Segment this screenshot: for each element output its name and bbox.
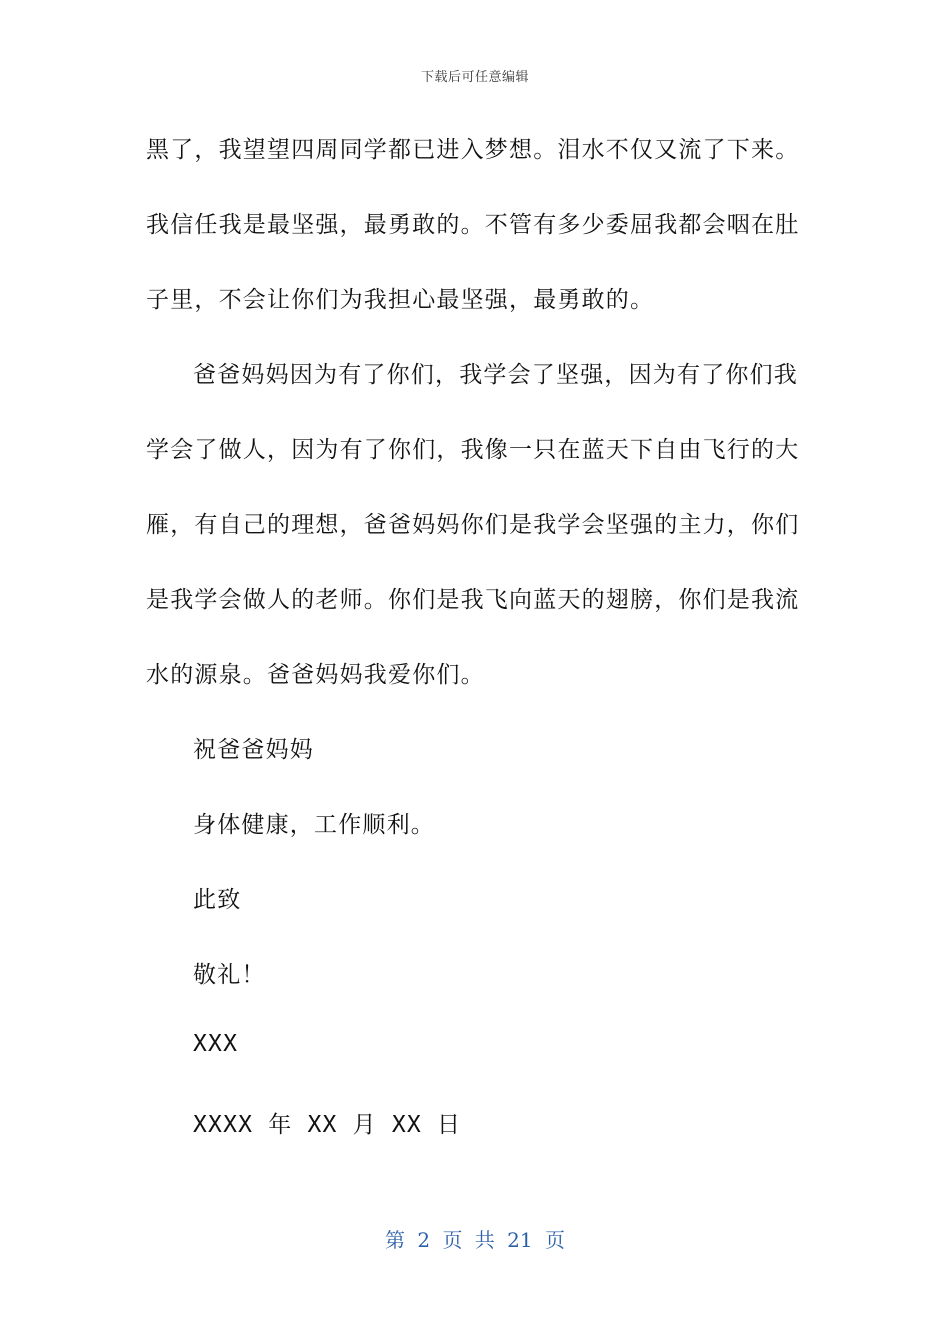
greeting-line: 祝爸爸妈妈 [193,737,314,763]
body-line: 是我学会做人的老师。你们是我飞向蓝天的翅膀，你们是我流 [146,587,800,613]
page-header: 下载后可任意编辑 [420,70,529,85]
body-line: 黑了，我望望四周同学都已进入梦想。泪水不仅又流了下来。 [146,137,800,163]
date-line: XXXX 年 XX 月 XX 日 [193,1112,462,1138]
body-line: 学会了做人，因为有了你们，我像一只在蓝天下自由飞行的大 [146,437,800,463]
body-line: 爸爸妈妈因为有了你们，我学会了坚强，因为有了你们我 [193,362,798,388]
signature-line: XXX [193,1031,239,1057]
body-line: 子里，不会让你们为我担心最坚强，最勇敢的。 [146,287,655,313]
closing-line: 敬礼！ [193,962,266,988]
body-line: 水的源泉。爸爸妈妈我爱你们。 [146,662,485,688]
body-line: 雁，有自己的理想，爸爸妈妈你们是我学会坚强的主力，你们 [146,512,800,538]
body-line: 我信任我是最坚强，最勇敢的。不管有多少委屈我都会咽在肚 [146,212,800,238]
closing-line: 此致 [193,887,242,913]
page-number-footer: 第 2 页 共 21 页 [385,1228,565,1252]
greeting-line: 身体健康，工作顺利。 [193,812,435,838]
